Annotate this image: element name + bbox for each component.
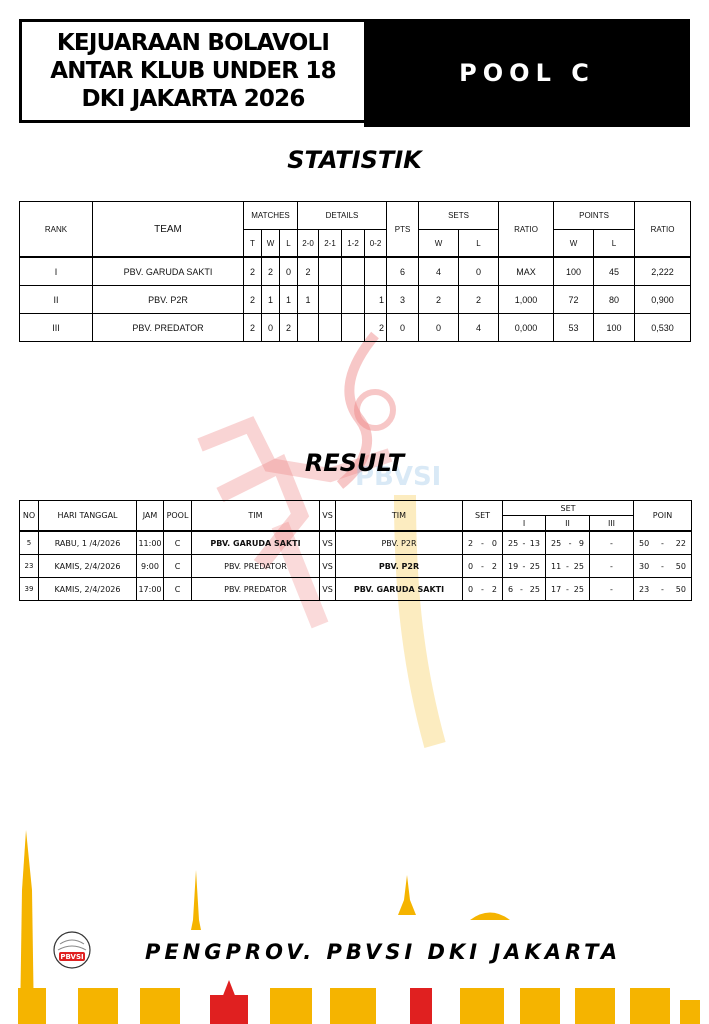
match-no: 39 <box>20 578 39 601</box>
points-w: 72 <box>554 286 594 314</box>
col-l: L <box>280 230 298 258</box>
col-set-2: II <box>546 516 590 532</box>
col-away-team: TIM <box>336 501 463 532</box>
set-1-score: 25 - 13 <box>503 531 546 555</box>
set-2-home: 11 <box>551 561 562 571</box>
col-set-3: III <box>590 516 634 532</box>
matches-l: 1 <box>280 286 298 314</box>
set-score: 0 - 2 <box>463 555 503 578</box>
poin-score: 50 - 22 <box>634 531 692 555</box>
poin-home: 30 <box>639 561 650 571</box>
match-no: 23 <box>20 555 39 578</box>
sets-l: 0 <box>459 257 499 286</box>
pool-banner <box>364 19 690 127</box>
results-table <box>19 500 692 601</box>
match-date: KAMIS, 2/4/2026 <box>39 578 137 601</box>
table-row <box>20 257 691 286</box>
set-2-score: 11 - 25 <box>546 555 590 578</box>
match-time: 9:00 <box>137 555 164 578</box>
col-set-score: SET <box>463 501 503 532</box>
set-1-away: 25 <box>529 584 540 594</box>
set-ratio: 0,000 <box>499 314 554 342</box>
set-1-home: 6 <box>508 584 514 594</box>
sets-w: 0 <box>419 314 459 342</box>
detail-1-2 <box>342 257 365 286</box>
col-points-l: L <box>594 230 635 258</box>
points-w: 53 <box>554 314 594 342</box>
col-team: TEAM <box>93 202 244 258</box>
col-set-group: SET <box>503 501 634 516</box>
detail-2-1 <box>319 314 342 342</box>
event-title-line-3: DKI JAKARTA 2026 <box>81 86 305 112</box>
event-title-line-2: ANTAR KLUB UNDER 18 <box>50 58 336 84</box>
set-away: 2 <box>491 584 497 594</box>
table-row <box>20 578 692 601</box>
col-vs: VS <box>320 501 336 532</box>
points-l: 80 <box>594 286 635 314</box>
matches-w: 1 <box>262 286 280 314</box>
table-row <box>20 531 692 555</box>
matches-t: 2 <box>244 314 262 342</box>
points-l: 45 <box>594 257 635 286</box>
col-sets-l: L <box>459 230 499 258</box>
set-3-score: - <box>590 531 634 555</box>
matches-l: 2 <box>280 314 298 342</box>
poin-home: 23 <box>639 584 650 594</box>
table-row <box>20 555 692 578</box>
team-name: PBV. P2R <box>93 286 244 314</box>
set-away: 2 <box>491 561 497 571</box>
detail-0-2: 2 <box>365 314 387 342</box>
team-name: PBV. PREDATOR <box>93 314 244 342</box>
set-1-home: 19 <box>508 561 519 571</box>
matches-l: 0 <box>280 257 298 286</box>
match-pool: C <box>164 555 192 578</box>
home-team: PBV. GARUDA SAKTI <box>192 531 320 555</box>
detail-0-2 <box>365 257 387 286</box>
away-team: PBV. GARUDA SAKTI <box>336 578 463 601</box>
detail-2-0: 2 <box>298 257 319 286</box>
col-sets: SETS <box>419 202 499 230</box>
col-date: HARI TANGGAL <box>39 501 137 532</box>
event-title-line-1: KEJUARAAN BOLAVOLI <box>56 30 330 56</box>
set-ratio: MAX <box>499 257 554 286</box>
col-2-1: 2-1 <box>319 230 342 258</box>
set-ratio: 1,000 <box>499 286 554 314</box>
col-poin: POIN <box>634 501 692 532</box>
col-points: POINTS <box>554 202 635 230</box>
pts: 3 <box>387 286 419 314</box>
col-set-1: I <box>503 516 546 532</box>
detail-1-2 <box>342 314 365 342</box>
detail-2-0 <box>298 314 319 342</box>
matches-t: 2 <box>244 286 262 314</box>
home-team: PBV. PREDATOR <box>192 555 320 578</box>
standings-table <box>19 201 691 342</box>
set-1-away: 25 <box>529 561 540 571</box>
col-sets-w: W <box>419 230 459 258</box>
set-score: 0 - 2 <box>463 578 503 601</box>
detail-2-0: 1 <box>298 286 319 314</box>
poin-away: 50 <box>675 584 686 594</box>
vs-label: VS <box>320 531 336 555</box>
poin-home: 50 <box>639 538 650 548</box>
set-2-home: 25 <box>551 538 562 548</box>
set-2-score: 17 - 25 <box>546 578 590 601</box>
pts: 6 <box>387 257 419 286</box>
points-w: 100 <box>554 257 594 286</box>
matches-w: 2 <box>262 257 280 286</box>
col-rank: RANK <box>20 202 93 258</box>
point-ratio: 0,530 <box>635 314 691 342</box>
set-2-home: 17 <box>551 584 562 594</box>
detail-2-1 <box>319 257 342 286</box>
poin-score: 30 - 50 <box>634 555 692 578</box>
set-home: 2 <box>468 538 474 548</box>
col-2-0: 2-0 <box>298 230 319 258</box>
table-row <box>20 314 691 342</box>
col-points-w: W <box>554 230 594 258</box>
match-date: RABU, 1 /4/2026 <box>39 531 137 555</box>
match-pool: C <box>164 531 192 555</box>
col-point-ratio: RATIO <box>635 202 691 258</box>
set-2-score: 25 - 9 <box>546 531 590 555</box>
set-2-away: 25 <box>573 561 584 571</box>
detail-2-1 <box>319 286 342 314</box>
jakarta-skyline-graphic <box>0 820 709 1024</box>
set-1-home: 25 <box>508 538 519 548</box>
detail-1-2 <box>342 286 365 314</box>
organization-name: PENGPROV. PBVSI DKI JAKARTA <box>145 940 622 964</box>
poin-away: 50 <box>675 561 686 571</box>
matches-t: 2 <box>244 257 262 286</box>
rank: I <box>20 257 93 286</box>
statistik-title: STATISTIK <box>287 146 422 174</box>
col-pool: POOL <box>164 501 192 532</box>
col-time: JAM <box>137 501 164 532</box>
rank: II <box>20 286 93 314</box>
match-time: 17:00 <box>137 578 164 601</box>
logo-text: PBVSI <box>60 953 84 961</box>
point-ratio: 2,222 <box>635 257 691 286</box>
pool-label: POOL C <box>459 59 595 87</box>
away-team: PBV. P2R <box>336 555 463 578</box>
event-title-box <box>19 19 364 123</box>
sets-w: 2 <box>419 286 459 314</box>
set-away: 0 <box>491 538 497 548</box>
home-team: PBV. PREDATOR <box>192 578 320 601</box>
set-home: 0 <box>468 561 474 571</box>
sets-w: 4 <box>419 257 459 286</box>
poin-away: 22 <box>675 538 686 548</box>
matches-w: 0 <box>262 314 280 342</box>
col-pts: PTS <box>387 202 419 258</box>
team-name: PBV. GARUDA SAKTI <box>93 257 244 286</box>
result-title: RESULT <box>304 449 405 477</box>
pts: 0 <box>387 314 419 342</box>
col-set-ratio: RATIO <box>499 202 554 258</box>
set-3-score: - <box>590 578 634 601</box>
col-no: NO <box>20 501 39 532</box>
set-2-away: 9 <box>578 538 584 548</box>
table-row <box>20 286 691 314</box>
set-2-away: 25 <box>573 584 584 594</box>
col-t: T <box>244 230 262 258</box>
col-home-team: TIM <box>192 501 320 532</box>
match-time: 11:00 <box>137 531 164 555</box>
away-team: PBV. P2R <box>336 531 463 555</box>
set-1-away: 13 <box>529 538 540 548</box>
point-ratio: 0,900 <box>635 286 691 314</box>
set-1-score: 6 - 25 <box>503 578 546 601</box>
col-matches: MATCHES <box>244 202 298 230</box>
col-0-2: 0-2 <box>365 230 387 258</box>
poin-score: 23 - 50 <box>634 578 692 601</box>
sets-l: 4 <box>459 314 499 342</box>
vs-label: VS <box>320 555 336 578</box>
match-date: KAMIS, 2/4/2026 <box>39 555 137 578</box>
pbvsi-logo-icon <box>52 930 92 970</box>
col-1-2: 1-2 <box>342 230 365 258</box>
set-home: 0 <box>468 584 474 594</box>
col-w: W <box>262 230 280 258</box>
points-l: 100 <box>594 314 635 342</box>
set-score: 2 - 0 <box>463 531 503 555</box>
match-no: 5 <box>20 531 39 555</box>
col-details: DETAILS <box>298 202 387 230</box>
match-pool: C <box>164 578 192 601</box>
set-3-score: - <box>590 555 634 578</box>
set-1-score: 19 - 25 <box>503 555 546 578</box>
watermark-text: PBVSI <box>355 462 442 492</box>
rank: III <box>20 314 93 342</box>
vs-label: VS <box>320 578 336 601</box>
detail-0-2: 1 <box>365 286 387 314</box>
sets-l: 2 <box>459 286 499 314</box>
